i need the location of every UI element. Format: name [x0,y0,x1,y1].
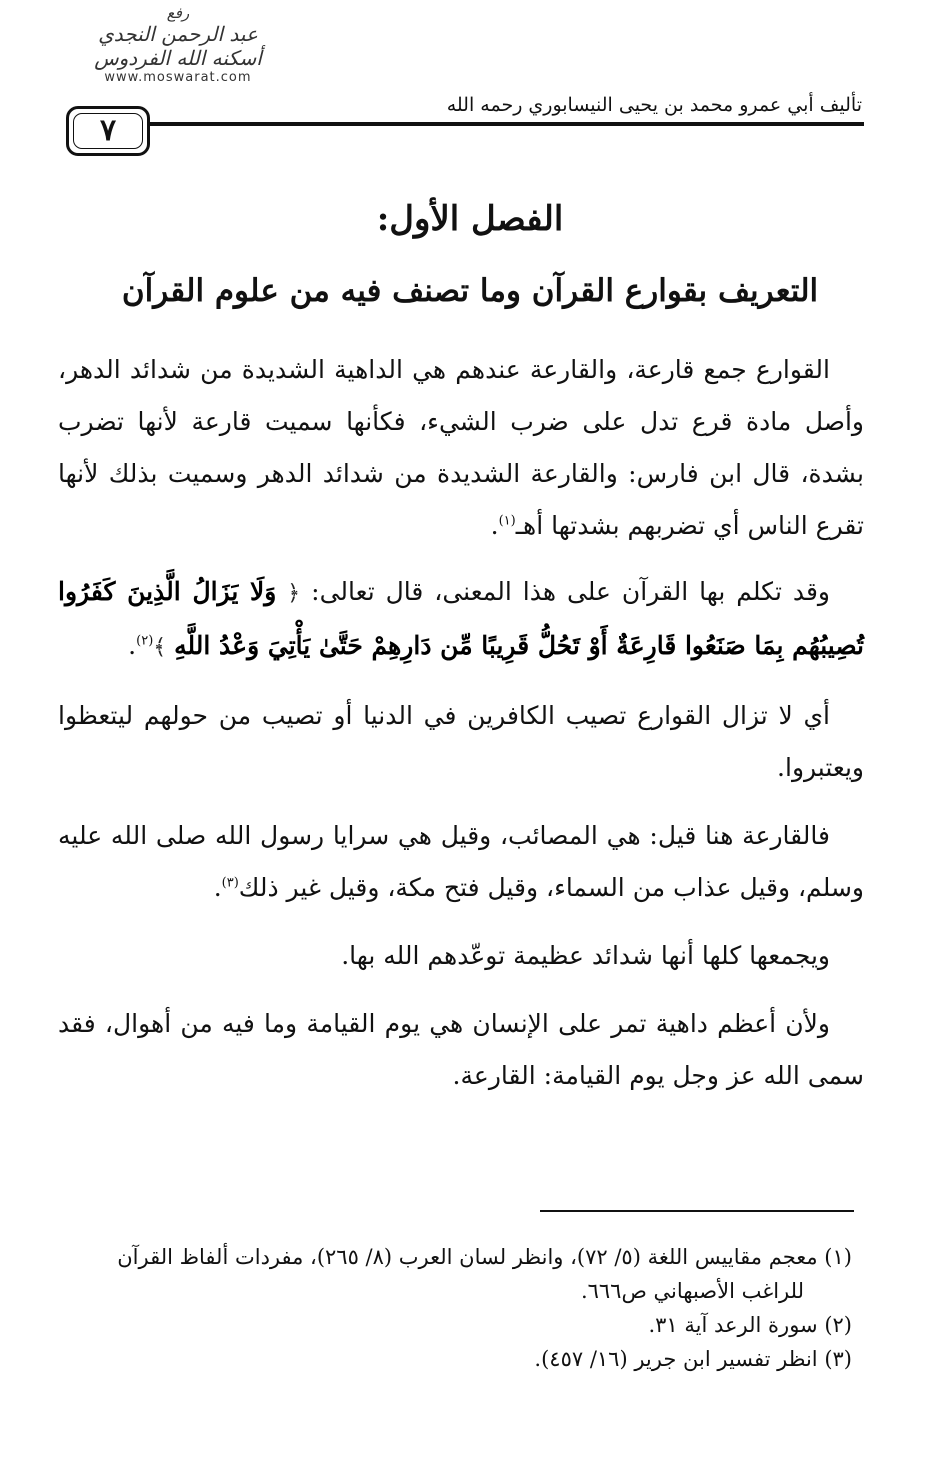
paragraph-1-text: القوارع جمع قارعة، والقارعة عندهم هي الداهية الشديدة من شدائد الدهر، وأصل مادة قرع تدل على ضرب الشيء، فكأنها سميت قارعة لأنها تضرب بشدة، قال ابن فارس: والقارعة الشديدة من شدائد الدهر وسميت بذلك لأنها تقرع الناس أي تضربهم بشدتها أهـ [58,355,864,540]
paragraph-2-end: . [128,631,137,660]
header-rule [148,122,864,126]
stamp-line-3: أسكنه الله الفردوس [94,46,262,70]
paragraph-3: أي لا تزال القوارع تصيب الكافرين في الدنيا أو تصيب من حولهم ليتعظوا ويعتبروا. [58,701,864,782]
page-number: ٧ [66,106,150,156]
footnotes [42,1240,852,1376]
library-stamp [78,4,278,96]
paragraph-2-intro: وقد تكلم بها القرآن على هذا المعنى، قال تعالى: [311,577,830,606]
paragraph-1-end: . [490,511,499,540]
footnote-3: (٣) انظر تفسير ابن جرير (١٦/ ٤٥٧). [534,1347,852,1371]
quran-open-bracket: ﴿ [287,581,301,606]
footnote-rule [540,1210,854,1212]
running-header: تأليف أبي عمرو محمد بن يحيى النيسابوري رحمه الله [446,94,862,116]
footnote-1: (١) معجم مقاييس اللغة (٥/ ٧٢)، وانظر لسان العرب (٨/ ٢٦٥)، مفردات ألفاظ القرآن [117,1245,852,1269]
stamp-line-2: عبد الرحمن النجدي [98,22,258,46]
stamp-line-1: رفع [166,4,190,22]
stamp-url: www.moswarat.com [104,70,252,85]
paragraph-1 [58,344,864,552]
paragraph-2 [58,566,864,674]
footnote-ref-3: (٣) [221,875,239,891]
paragraph-4 [58,810,864,914]
quran-close-bracket: ﴾ [153,635,167,660]
footnote-ref-2: (٢) [136,633,154,649]
main-text [58,344,864,1102]
chapter-subtitle: التعريف بقوارع القرآن وما تصنف فيه من علوم القرآن [121,273,819,309]
paragraph-4-text: فالقارعة هنا قيل: هي المصائب، وقيل هي سرايا رسول الله صلى الله عليه وسلم، وقيل عذاب من السماء، وقيل فتح مكة، وقيل غير ذلك [58,821,864,902]
footnote-ref-1: (١) [498,513,516,529]
footnote-2: (٢) سورة الرعد آية ٣١. [648,1313,852,1337]
quran-verse: وَلَا يَزَالُ الَّذِينَ كَفَرُوا تُصِيبُهُم بِمَا صَنَعُوا قَارِعَةٌ أَوْ تَحُلُّ قَرِيبًا مِّن دَارِهِمْ حَتَّىٰ يَأْتِيَ وَعْدُ اللَّهِ [58,577,864,660]
paragraph-4-end: . [213,873,222,902]
footnote-1-continued: للراغب الأصبهاني ص٦٦٦. [580,1279,804,1303]
paragraph-6: ولأن أعظم داهية تمر على الإنسان هي يوم القيامة وما فيه من أهوال، فقد سمى الله عز وجل يوم القيامة: القارعة. [58,1009,864,1090]
chapter-title: الفصل الأول: [376,199,564,239]
paragraph-5: ويجمعها كلها أنها شدائد عظيمة توعّدهم الله بها. [341,941,830,970]
